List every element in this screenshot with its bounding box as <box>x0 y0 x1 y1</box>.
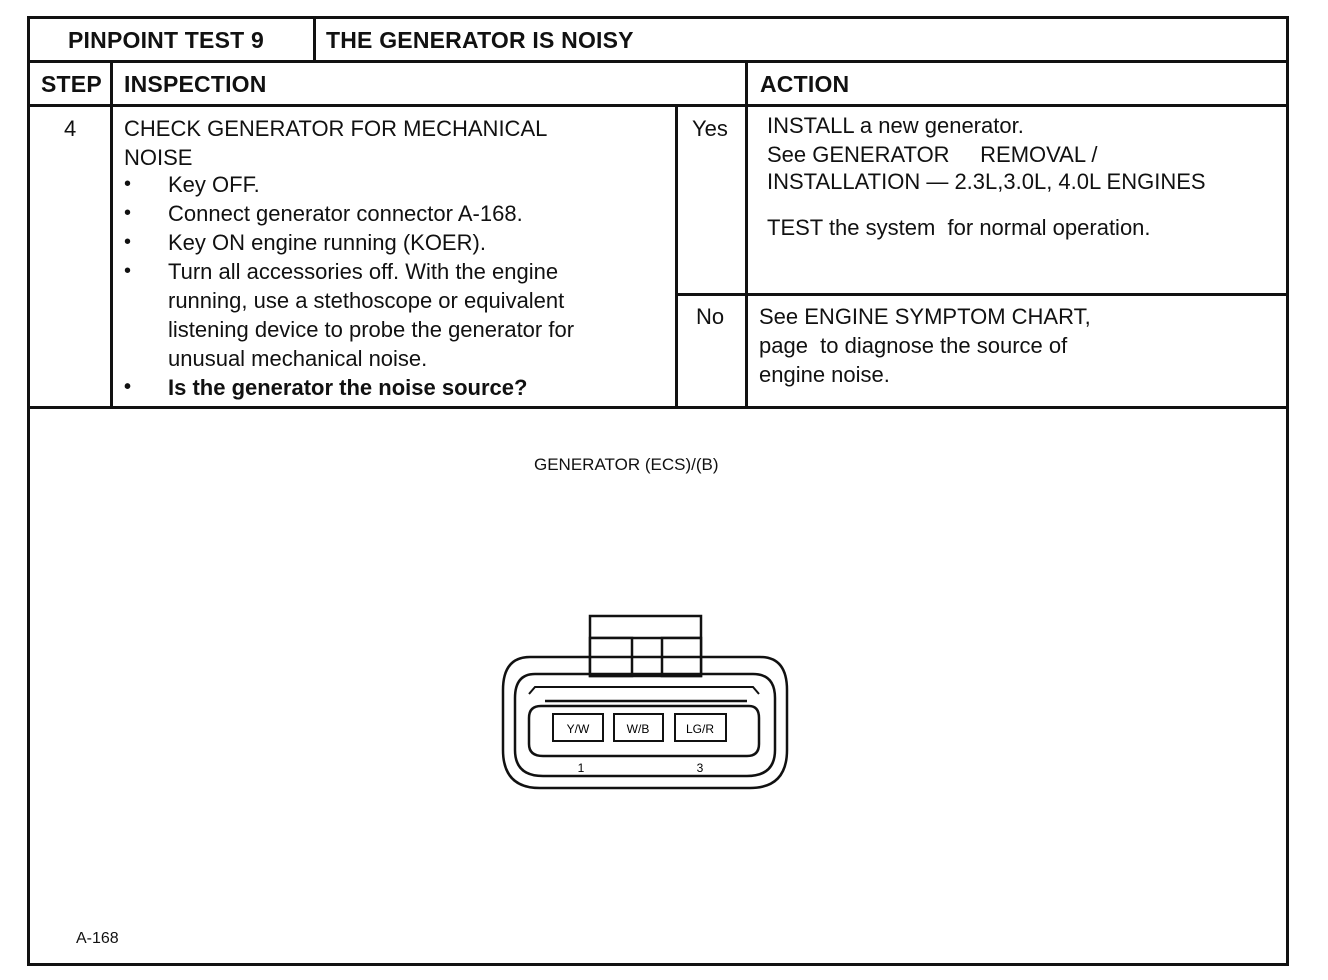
rule-answer-col <box>675 104 678 408</box>
yes-action-line3: INSTALLATION — 2.3L,3.0L, 4.0L ENGINES <box>767 169 1206 194</box>
generator-connector-diagram <box>495 610 795 800</box>
pin-number-1: 1 <box>577 761 585 775</box>
no-action-line2: page to diagnose the source of <box>759 333 1068 358</box>
rule-columns <box>27 104 1289 107</box>
inspection-bullet <box>124 228 574 257</box>
column-step: STEP <box>41 71 102 97</box>
inspection-title-line2: NOISE <box>124 145 193 170</box>
inspection-bullet-list <box>124 170 574 402</box>
inspection-title-line1: CHECK GENERATOR FOR MECHANICAL <box>124 116 548 141</box>
test-title: THE GENERATOR IS NOISY <box>326 27 634 53</box>
yes-action-line1: INSTALL a new generator. <box>767 113 1024 138</box>
bullet-line: Key OFF. <box>168 172 260 197</box>
rule-action-col <box>745 60 748 408</box>
bullet-line: Key ON engine running (KOER). <box>168 230 486 255</box>
pin-label-1: Y/W <box>566 722 590 736</box>
inspection-bullet <box>124 170 574 199</box>
answer-yes-label: Yes <box>692 116 728 141</box>
pin-number-3: 3 <box>696 761 704 775</box>
figure-caption: GENERATOR (ECS)/(B) <box>534 455 719 474</box>
no-action-line3: engine noise. <box>759 362 890 387</box>
column-action: ACTION <box>760 71 850 97</box>
step-number: 4 <box>64 116 77 141</box>
bullet-line: listening device to probe the generator for <box>168 317 575 342</box>
bullet-line: running, use a stethoscope or equivalent <box>168 288 565 313</box>
yes-action-line4: TEST the system for normal operation. <box>767 215 1151 240</box>
rule-step-col <box>110 60 113 408</box>
rule-yes-no <box>676 293 1289 296</box>
connector-id-label: A-168 <box>76 930 119 947</box>
rule-header <box>27 60 1289 63</box>
pinpoint-test-frame <box>27 16 1289 966</box>
inspection-bullet <box>124 257 574 373</box>
inspection-bullet <box>124 199 574 228</box>
bullet-line: unusual mechanical noise. <box>168 346 428 371</box>
column-inspection: INSPECTION <box>124 71 267 97</box>
pin-label-3: LG/R <box>685 722 715 736</box>
test-id: PINPOINT TEST 9 <box>68 27 264 53</box>
yes-action-line2: See GENERATOR REMOVAL / <box>767 142 1098 167</box>
bullet-line: • Turn all accessories off. With the engine <box>168 259 559 284</box>
inspection-bullet-question <box>124 373 574 402</box>
rule-table-bottom <box>27 406 1289 409</box>
rule-header-split <box>313 16 316 62</box>
bullet-line: Connect generator connector A-168. <box>168 201 523 226</box>
no-action-line1: See ENGINE SYMPTOM CHART, <box>759 304 1091 329</box>
answer-no-label: No <box>696 304 725 329</box>
bullet-line: Is the generator the noise source? <box>168 375 528 400</box>
pin-label-2: W/B <box>626 722 650 736</box>
